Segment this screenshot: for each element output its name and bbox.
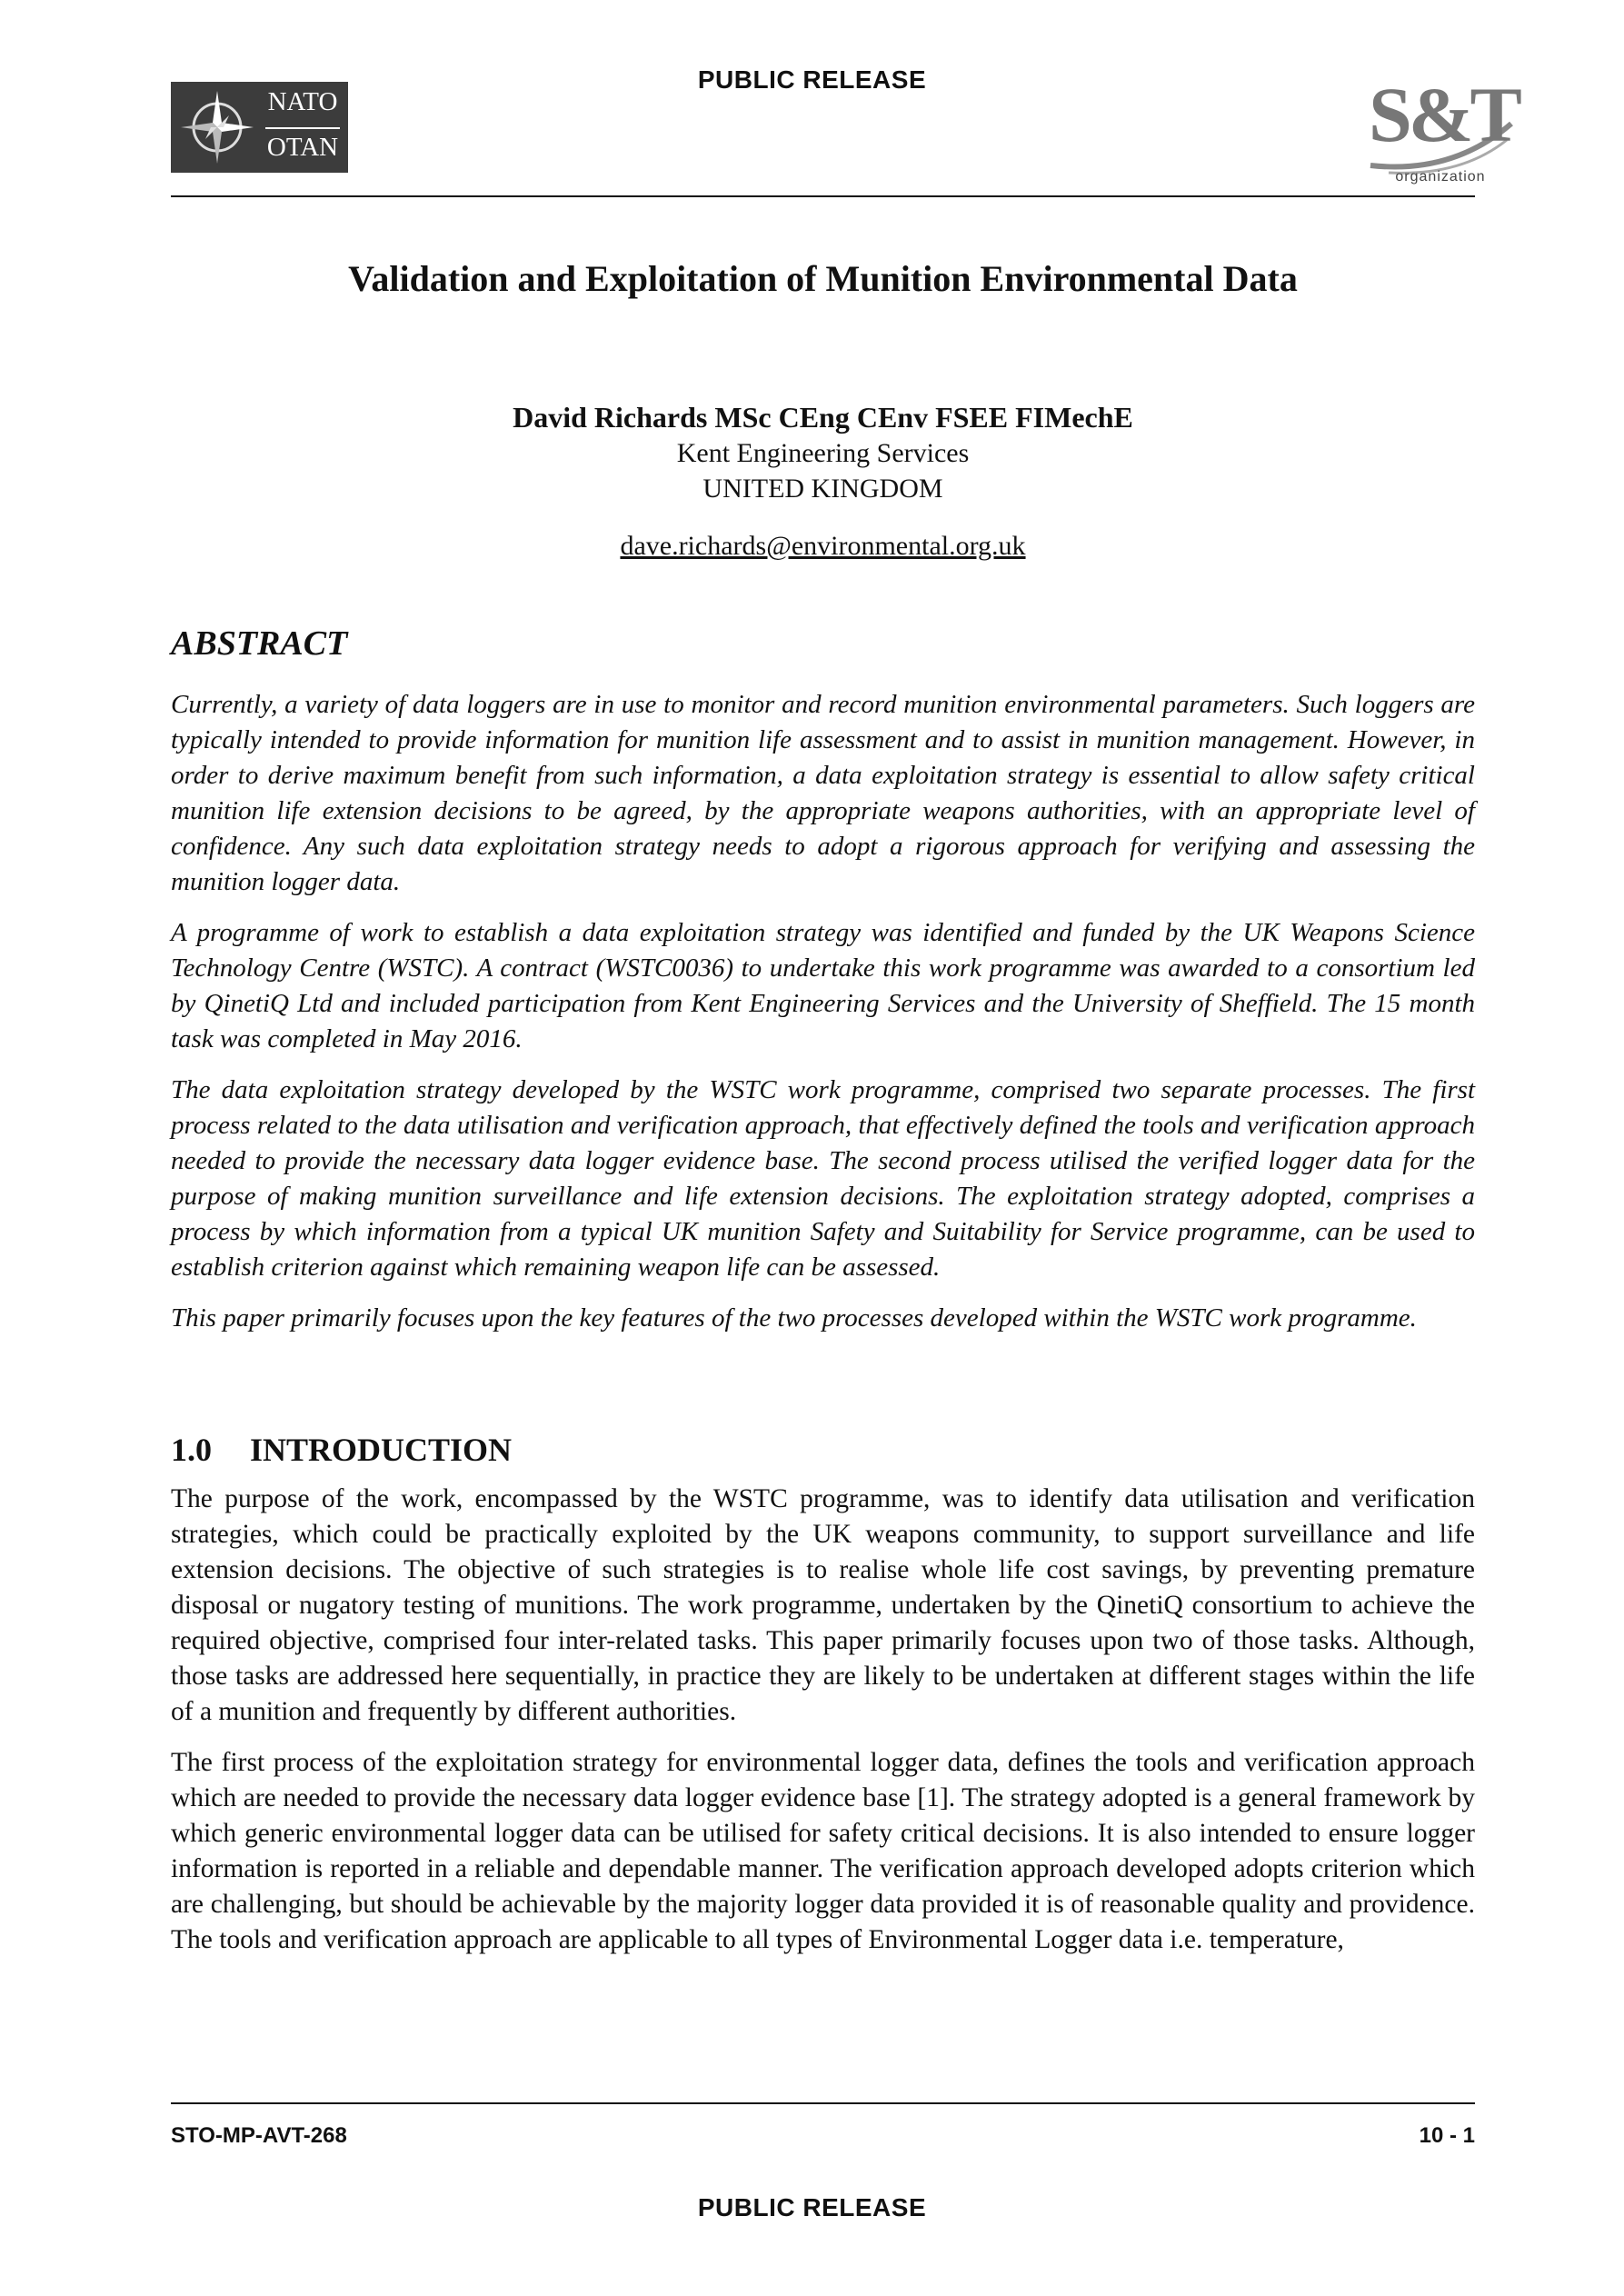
nato-otan-logo [171, 82, 348, 173]
paper-title: Validation and Exploitation of Munition Environmental Data [348, 258, 1298, 299]
abstract-paragraph: This paper primarily focuses upon the key features of the two processes developed within the WSTC work programme. [171, 1303, 1417, 1333]
footer-rule [171, 2102, 1475, 2104]
author-block [171, 400, 1475, 564]
abstract-paragraph: The data exploitation strategy developed by the WSTC work programme, comprised two separate processes. The first process related to the data utilisation and verification approach, that effectively defined the tools and verification approach needed to provide the necessary data logger evidence base. The second process utilised the verified logger data for the purpose of making munition surveillance and life extension decisions. The exploitation strategy adopted, comprises a process by which information from a typical UK munition Safety and Suitability for Service programme, can be used to establish criterion against which remaining weapon life can be assessed. [171, 1075, 1475, 1282]
body-paragraph: The first process of the exploitation strategy for environmental logger data, defines the tools and verification approach which are needed to provide the necessary data logger evidence base [1]. The strategy adopted is a general framework by which generic environmental logger data can be utilised for safety critical decisions. It is also intended to ensure logger information is reported in a reliable and dependable manner. The verification approach developed adopts criterion which are challenging, but should be achievable by the majority logger data provided it is of reasonable quality and providence. The tools and verification approach are applicable to all types of Environmental Logger data i.e. temperature, [171, 1748, 1475, 1954]
author-country: UNITED KINGDOM [702, 474, 943, 504]
section-heading-introduction [171, 1431, 512, 1469]
abstract-paragraph: A programme of work to establish a data exploitation strategy was identified and funded by the UK Weapons Science Technology Centre (WSTC). A contract (WSTC0036) to undertake this work programme was awarded to a consortium led by QinetiQ Ltd and included participation from Kent Engineering Services and the University of Sheffield. The 15 month task was completed in May 2016. [171, 918, 1475, 1053]
otan-logo-text: OTAN [266, 133, 339, 162]
st-logo-caption: organization [1395, 169, 1486, 185]
logo-divider [265, 127, 340, 129]
document-code: STO-MP-AVT-268 [171, 2123, 347, 2148]
st-logo-mark: S&T [1369, 71, 1519, 158]
page-number: 10 - 1 [1419, 2123, 1475, 2148]
section-number: 1.0 [171, 1432, 212, 1468]
introduction-body [171, 1482, 1475, 1973]
section-title: INTRODUCTION [250, 1432, 513, 1468]
compass-rose-icon [176, 85, 258, 169]
header-rule [171, 195, 1475, 197]
author-affiliation: Kent Engineering Services [676, 438, 970, 468]
sto-st-organization-logo [1352, 71, 1520, 190]
author-name: David Richards MSc CEng CEnv FSEE FIMechE [513, 401, 1133, 434]
public-release-footer: PUBLIC RELEASE [697, 2193, 927, 2221]
abstract-paragraph: Currently, a variety of data loggers are in use to monitor and record munition environmental parameters. Such loggers are typically intended to provide information for munition life assessment and to assist in munition management. However, in order to derive maximum benefit from such information, a data exploitation strategy is essential to allow safety critical munition life extension decisions to be agreed, by the appropriate weapons authorities, with an appropriate level of confidence. Any such data exploitation strategy needs to adopt a rigorous approach for verifying and assessing the munition logger data. [171, 690, 1475, 896]
body-paragraph: The purpose of the work, encompassed by the WSTC programme, was to identify data utilisation and verification strategies, which could be practically exploited by the UK weapons community, to support surveillance and life extension decisions. The objective of such strategies is to realise whole life cost savings, by preventing premature disposal or nugatory testing of munitions. The work programme, undertaken by the QinetiQ consortium to achieve the required objective, comprised four inter-related tasks. This paper primarily focuses upon two of those tasks. Although, those tasks are addressed here sequentially, in practice they are likely to be undertaken at different stages within the life of a munition and frequently by different authorities. [171, 1484, 1475, 1726]
abstract-heading: ABSTRACT [171, 624, 348, 663]
nato-logo-text: NATO [267, 87, 338, 116]
public-release-header: PUBLIC RELEASE [697, 65, 927, 94]
abstract-body [171, 687, 1475, 1352]
author-email-link[interactable]: dave.richards@environmental.org.uk [620, 531, 1026, 561]
